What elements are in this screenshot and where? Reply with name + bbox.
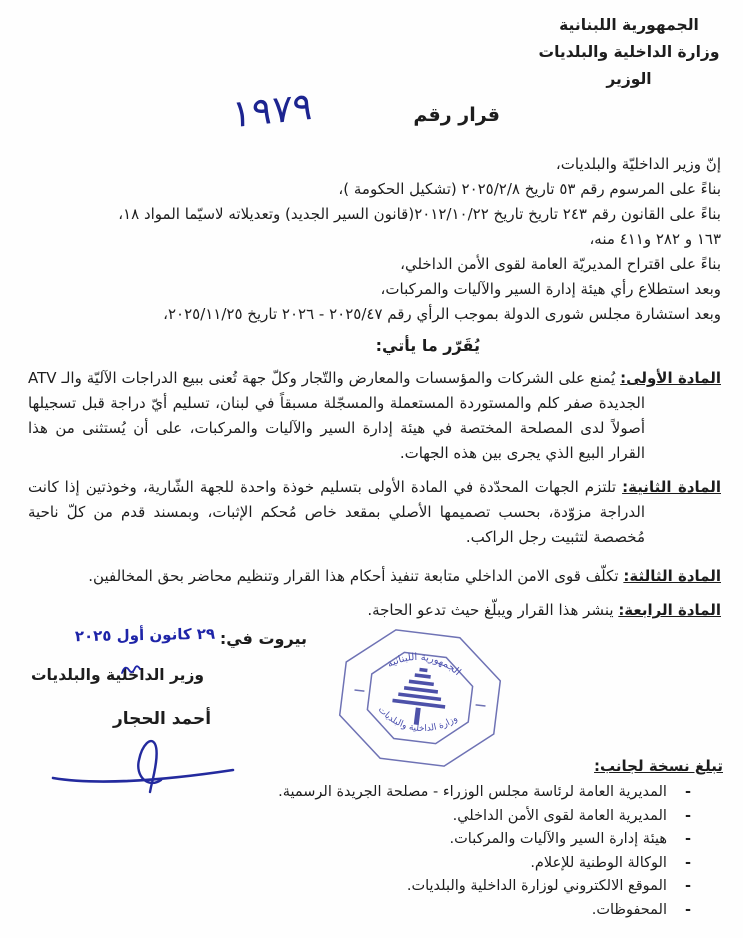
list-item — [20, 852, 723, 876]
article-4-title: المادة الرابعة: — [618, 601, 721, 619]
list-item — [20, 805, 723, 829]
preamble-line: وبعد استشارة مجلس شورى الدولة بموجب الرأي رقم ٢٠٢٥/٤٧ - ٢٠٢٦ تاريخ ٢٠٢٥/١١/٢٥، — [163, 305, 721, 323]
dash-bullet: - — [684, 854, 691, 871]
dash-bullet: - — [684, 878, 691, 894]
decides-heading: يُقَرّر ما يأتي: — [375, 336, 480, 355]
beirut-date-label: بيروت في: — [219, 629, 307, 648]
preamble-line: وبعد استطلاع رأي هيئة إدارة السير والآليات والمركبات، — [380, 280, 721, 298]
distribution-item-text: المحفوظات. — [591, 901, 667, 918]
article-1-body: يُمنع على الشركات والمؤسسات والمعارض والتّجار وكلّ جهة تُعنى ببيع الدراجات الآليّة والـ ATV الجديدة صفر كلم والمستوردة المستعملة والمسجّلة مسبقاً في لبنان، تسليم أيّ دراجة قبل تسجيلها أصولاً لدى المصلحة المختصة في هيئة إدارة السير والآليات والمركبات، على أن يُستثنى من هذا القرار البيع الذي يجرى بين هذه الجهات. — [28, 369, 645, 462]
letterhead — [529, 12, 729, 93]
article-1-title: المادة الأولى: — [620, 369, 721, 387]
distribution-item-text: الموقع الالكتروني لوزارة الداخلية والبلديات. — [406, 878, 667, 894]
distribution-item-text: هيئة إدارة السير والآليات والمركبات. — [449, 831, 667, 847]
minister-name: أحمد الحجار — [112, 709, 212, 729]
ministry-seal-icon — [331, 624, 509, 772]
decree-number-label: قرار رقم — [413, 104, 500, 126]
dash-bullet: - — [684, 831, 691, 847]
minister-heading: الوزير — [606, 70, 652, 88]
handwritten-decree-number: ١٩٧٩ — [231, 83, 313, 137]
distribution-item-text: المديرية العامة لرئاسة مجلس الوزراء - مصلحة الجريدة الرسمية. — [278, 784, 667, 800]
preamble-line: بناءً على اقتراح المديريّة العامة لقوى الأمن الداخلي، — [400, 255, 721, 273]
preamble — [30, 152, 721, 327]
seal-top-text: الجمهورية اللبنانية — [385, 651, 463, 678]
distribution-item-text: المديرية العامة لقوى الأمن الداخلي. — [452, 807, 667, 824]
date-stamp: ٢٩ كانون أول ٢٠٢٥ — [74, 624, 216, 646]
distribution-section — [20, 757, 723, 922]
articles-section — [28, 366, 721, 632]
article-3 — [28, 564, 721, 589]
svg-text:الجمهورية اللبنانية — [384, 648, 464, 679]
article-3-title: المادة الثالثة: — [623, 567, 721, 585]
list-item — [20, 781, 723, 805]
dash-bullet: - — [684, 901, 691, 918]
republic-title: الجمهورية اللبنانية — [559, 16, 699, 34]
preamble-line: ١٦٣ و ٢٨٢ و٤١١ منه، — [589, 230, 721, 248]
minister-title-line: وزير الداخلية والبلديات — [30, 666, 205, 684]
preamble-line: إنّ وزير الداخليّة والبلديات، — [555, 155, 721, 173]
dash-bullet: - — [684, 807, 691, 824]
article-2 — [28, 475, 721, 550]
seal-bottom-text: وزارة الداخلية والبلديات — [375, 705, 460, 735]
article-4-body: ينشر هذا القرار ويبلّغ حيث تدعو الحاجة. — [367, 601, 614, 619]
preamble-line: بناءً على القانون رقم ٢٤٣ تاريخ تاريخ ٢٠١٢/١٠/٢٢(قانون السير الجديد) وتعديلاته لاسيّما المواد ١٨، — [118, 205, 721, 223]
initials-mark-icon — [120, 662, 142, 678]
article-2-title: المادة الثانية: — [622, 478, 721, 496]
preamble-line: بناءً على المرسوم رقم ٥٣ تاريخ ٢٠٢٥/٢/٨ (تشكيل الحكومة )، — [338, 180, 721, 198]
distribution-item-text: الوكالة الوطنية للإعلام. — [530, 854, 667, 871]
article-2-body: تلتزم الجهات المحدّدة في المادة الأولى بتسليم خوذة واحدة للجهة الشّارية، وخوذتين إذا كانت الدراجة مزوّدة، بحسب تصميمها الأصلي بمقعد خاص مُحكم الإثبات، وبمسند قدم من كلّ ناحية مُخصصة لتثبيت رجل الراكب. — [28, 478, 645, 546]
article-4 — [28, 598, 721, 623]
dash-bullet: - — [684, 784, 691, 800]
ministry-title: وزارة الداخلية والبلديات — [538, 43, 720, 61]
list-item — [20, 828, 723, 852]
distribution-heading: تبلغ نسخة لجانب: — [594, 757, 723, 775]
list-item — [20, 875, 723, 899]
list-item — [20, 899, 723, 923]
article-3-body: تكلّف قوى الامن الداخلي متابعة تنفيذ أحكام هذا القرار وتنظيم محاضر بحق المخالفين. — [88, 567, 619, 585]
article-1 — [28, 366, 721, 466]
